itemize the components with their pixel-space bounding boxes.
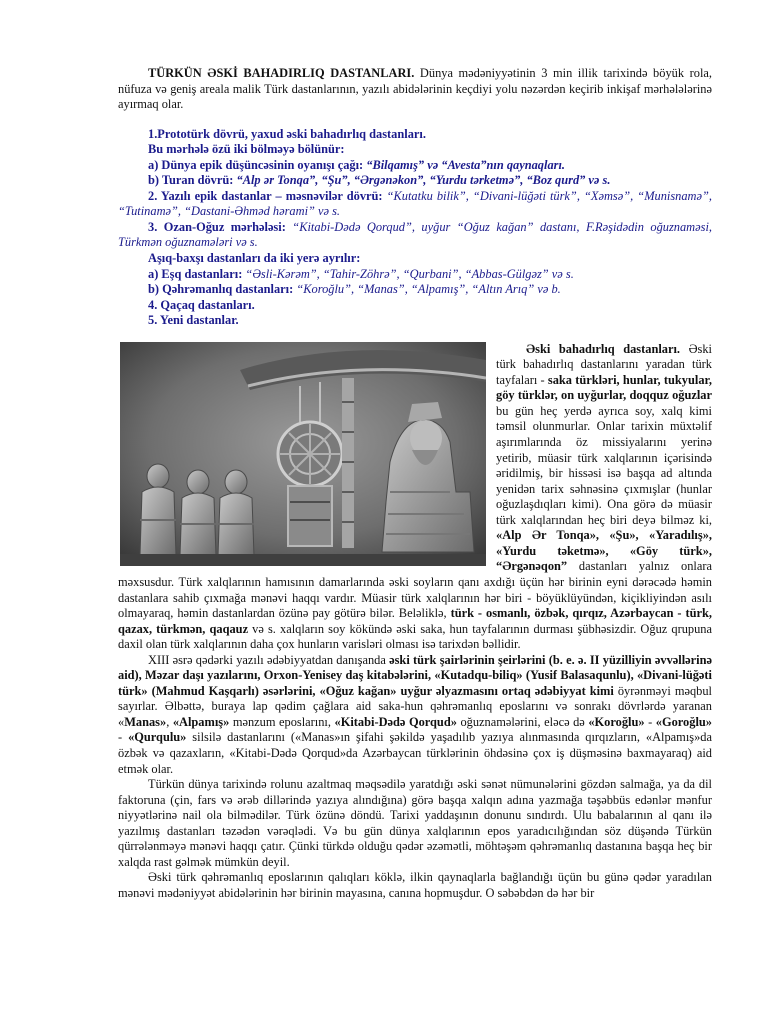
text-run: mənzum eposlarını, [229,714,335,729]
list-item [118,220,712,251]
list-item [118,267,712,283]
text-run-bold: saka türkləri, hunlar, tukyular, göy türklər, on uyğurlar, doqquz oğuzlar [496,372,712,403]
list-heading-1: 1.Prototürk dövrü, yaxud əski bahadırlıq dastanları. [148,126,426,141]
list-item [118,251,712,267]
text-run-bold: «Goroğlu» [655,714,712,729]
body-paragraph-2 [118,653,712,777]
list-label: 3. Ozan-Oğuz mərhələsi: [148,219,293,234]
list-works: “Bilqamış” və “Avesta”nın qaynaqları. [366,157,565,172]
list-item [118,313,712,329]
list-label: a) Eşq dastanları: [148,266,246,281]
text-run-bold: «Kitabi-Dədə Qorqud» [334,714,457,729]
text-run: XIII əsrə qədərki yazılı ədəbiyyatdan danışanda [148,652,390,667]
list-item [118,298,712,314]
text-run-bold: əski türk şairlərinin şeirlərini (b. e. ə. II yüzilliyin əvvəllərinə aid), Məzar daşı yazılarını, Orxon-Yenisey daş kitabələrini, «Kutadqu-biliq» (Yusif Balasaqunlu), «Divani-lüğəti türk» (Mahmud Kaşqarlı) əsərlərini, «Oğuz kağan» uyğur əlyazmasını ortaq ədəbiyyat kimi [118,652,712,698]
intro-paragraph [118,66,712,113]
list-label: b) Qəhrəmanlıq dastanları: [148,282,297,297]
text-run-bold: «Alp Ər Tonqa», «Şu», «Yaradılış», «Yurdu təketmə», «Göy türk», “Ərgənəqon” [496,528,712,574]
text-run: öyrənməyi məqbul sayırlar. Əlbəttə, buraya lap qədim çağlara aid saka-hun qəhrəmanlıq eposlarını və sonrakı dövrlərdə yaranan « [118,683,712,729]
text-run: Əski türk bahadırlıq dastanlarını yaradan türk tayfaları - [496,341,712,387]
list-item [118,189,712,220]
list-item [118,173,712,189]
body-paragraph-4: Əski türk qəhrəmanlıq eposlarının qalıqları köklə, ilkin qaynaqlarla bağlandığı üçün bu günə qədər yaradılan mənəvi mədəniyyət abidələrinin hər birinin mayasına, canına hopmuşdur. O səbəbdən də hər bir [118,870,712,900]
list-heading-5: 5. Yeni dastanlar. [148,313,239,328]
text-run: dastanları yalnız onlara məxsusdur. Türk xalqlarının hamısının damarlarında əski soyların qanı axdığı üçün hər birinin eyni dərəcədə həmin dastanlara sahib çıxmağa mənəvi haqqı vardır. Müasir türk xalqlarının hər biri - böyüklüyündən, kiçikliyindən asılı olmayaraq, həmin dastanlardan özünə pay götürə bilər. Beləliklə, [118,559,712,621]
stone-relief-image [120,342,486,566]
text-run-bold: «Koroğlu» [588,714,645,729]
list-subheading: Aşıq-baxşı dastanları da iki yerə ayrılır: [148,251,361,266]
text-run: , [166,714,173,729]
text-run-bold: «Qurqulu» [128,730,187,745]
text-run: və s. xalqların soy kökündə əski saka, hun tayfalarının durması şübhəsizdir. Oğuz qrupuna daxil olan türk xalqlarının daha çox hunların varisləri olması isə tarixdən bəllidir. [118,621,712,652]
intro-text: Dünya mədəniyyətinin 3 min illik tarixində böyük rola, nüfuza və geniş areala malik Türk dastanlarının, yazılı abidələrinin keçdiyi yolu nəzərdən keçirib inkişaf mərhələlərinə ayırmaq olar. [118,66,712,112]
relief-illustration [120,342,486,566]
list-item [118,127,712,143]
list-heading-4: 4. Qaçaq dastanları. [148,297,255,312]
text-run: oğuznamələrini, eləcə də [456,714,589,729]
list-subheading: Bu mərhələ özü iki bölməyə bölünür: [148,142,345,157]
body-paragraph-3: Türkün dünya tarixində rolunu azaltmaq məqsədilə yaratdığı əski sənət nümunələrini gözdən salmağa, ya da dil faktoruna (çin, fars və ərəb dillərində yazıya alındığına) görə başqa xalqın adına yazmağa təşəbbüs edənlər mənfur niyyətlərinə nail ola bilmədilər. Türk özünə döndü. Tarixi yaddaşının donunu sındırdı. Ulu babalarının al qanı ilə yazılmış dastanları təzədən vərəqlədi. Və bu gün dünya xalqlarının epos yaradıcılığından söz düşəndə Türkün qürrələnməyə mənəvi haqqı çatır. Çünki türkdə olduğu qədər əzəmətli, möhtəşəm qəhrəmanlıq dastanına başqa heç bir xalqda rast gəlmək mümkün deyil. [118,777,712,869]
section-heading: Əski bahadırlıq dastanları. [526,341,681,356]
periodization-list [118,127,712,329]
text-run-bold: «Alpamış» [172,714,230,729]
text-run-bold: Manas» [124,714,167,729]
list-item [118,282,712,298]
list-works: “Əsli-Kərəm”, “Tahir-Zöhrə”, “Qurbani”, “Abbas-Gülgəz” və s. [245,266,574,281]
list-item [118,158,712,174]
text-run: - [644,714,656,729]
text-run: - [118,730,129,745]
document-page [118,66,712,901]
text-run: silsilə dastanlarını («Manas»ın şifahi şəkildə yaşadılıb yazıya alınmasında qırqızların, «Alpamış»da özbək və qazaxların, «Kitabi-Dədə Qorqud»da Azərbaycan türklərinin öhdəsinə çox iş düşməsinə baxmayaraq) aid etmək olar. [118,730,712,776]
list-label: b) Turan dövrü: [148,173,237,188]
list-label: 2. Yazılı epik dastanlar – məsnəvilər dövrü: [148,188,387,203]
list-works: “Kutatku bilik”, “Divani-lüğəti türk”, “Xəmsə”, “Munisnamə”, “Tutinamə”, “Dastani-Əhməd hərami” və s. [118,188,712,219]
list-works: “Koroğlu”, “Manas”, “Alpamış”, “Altın Arıq” və b. [296,282,561,297]
body-section [118,342,712,902]
text-run: bu gün heç yerdə ayrıca soy, xalq kimi təmsil olunmurlar. Onlar tarixin müxtəlif aşırımlarında öz missiyalarını yerinə yetirib, müasir türk xalqlarının içərisində əridilmiş, bir hissəsi isə başqa ad altında yenidən tarix səhnəsinə çıxmışlar (hunlar oğuzlaşdıqları kimi). Ona görə də müasir türk xalqlarından heç biri deyə bilməz ki, [496,403,712,527]
list-works: “Alp ər Tonqa”, “Şu”, “Ərgənəkon”, “Yurdu tərketmə”, “Boz qurd” və s. [236,173,611,188]
list-label: a) Dünya epik düşüncəsinin oyanışı çağı: [148,157,367,172]
list-works: “Kitabi-Dədə Qorqud”, uyğur “Oğuz kağan” dastanı, F.Rəşidədin oğuznaməsi, Türkmən oğuznamələri və s. [118,219,712,250]
document-title: TÜRKÜN ƏSKİ BAHADIRLIQ DASTANLARI. [148,66,415,80]
text-run-bold: türk - osmanlı, özbək, qırqız, Azərbaycan - türk, qazax, türkmən, qaqauz [118,606,712,636]
list-item [118,142,712,158]
